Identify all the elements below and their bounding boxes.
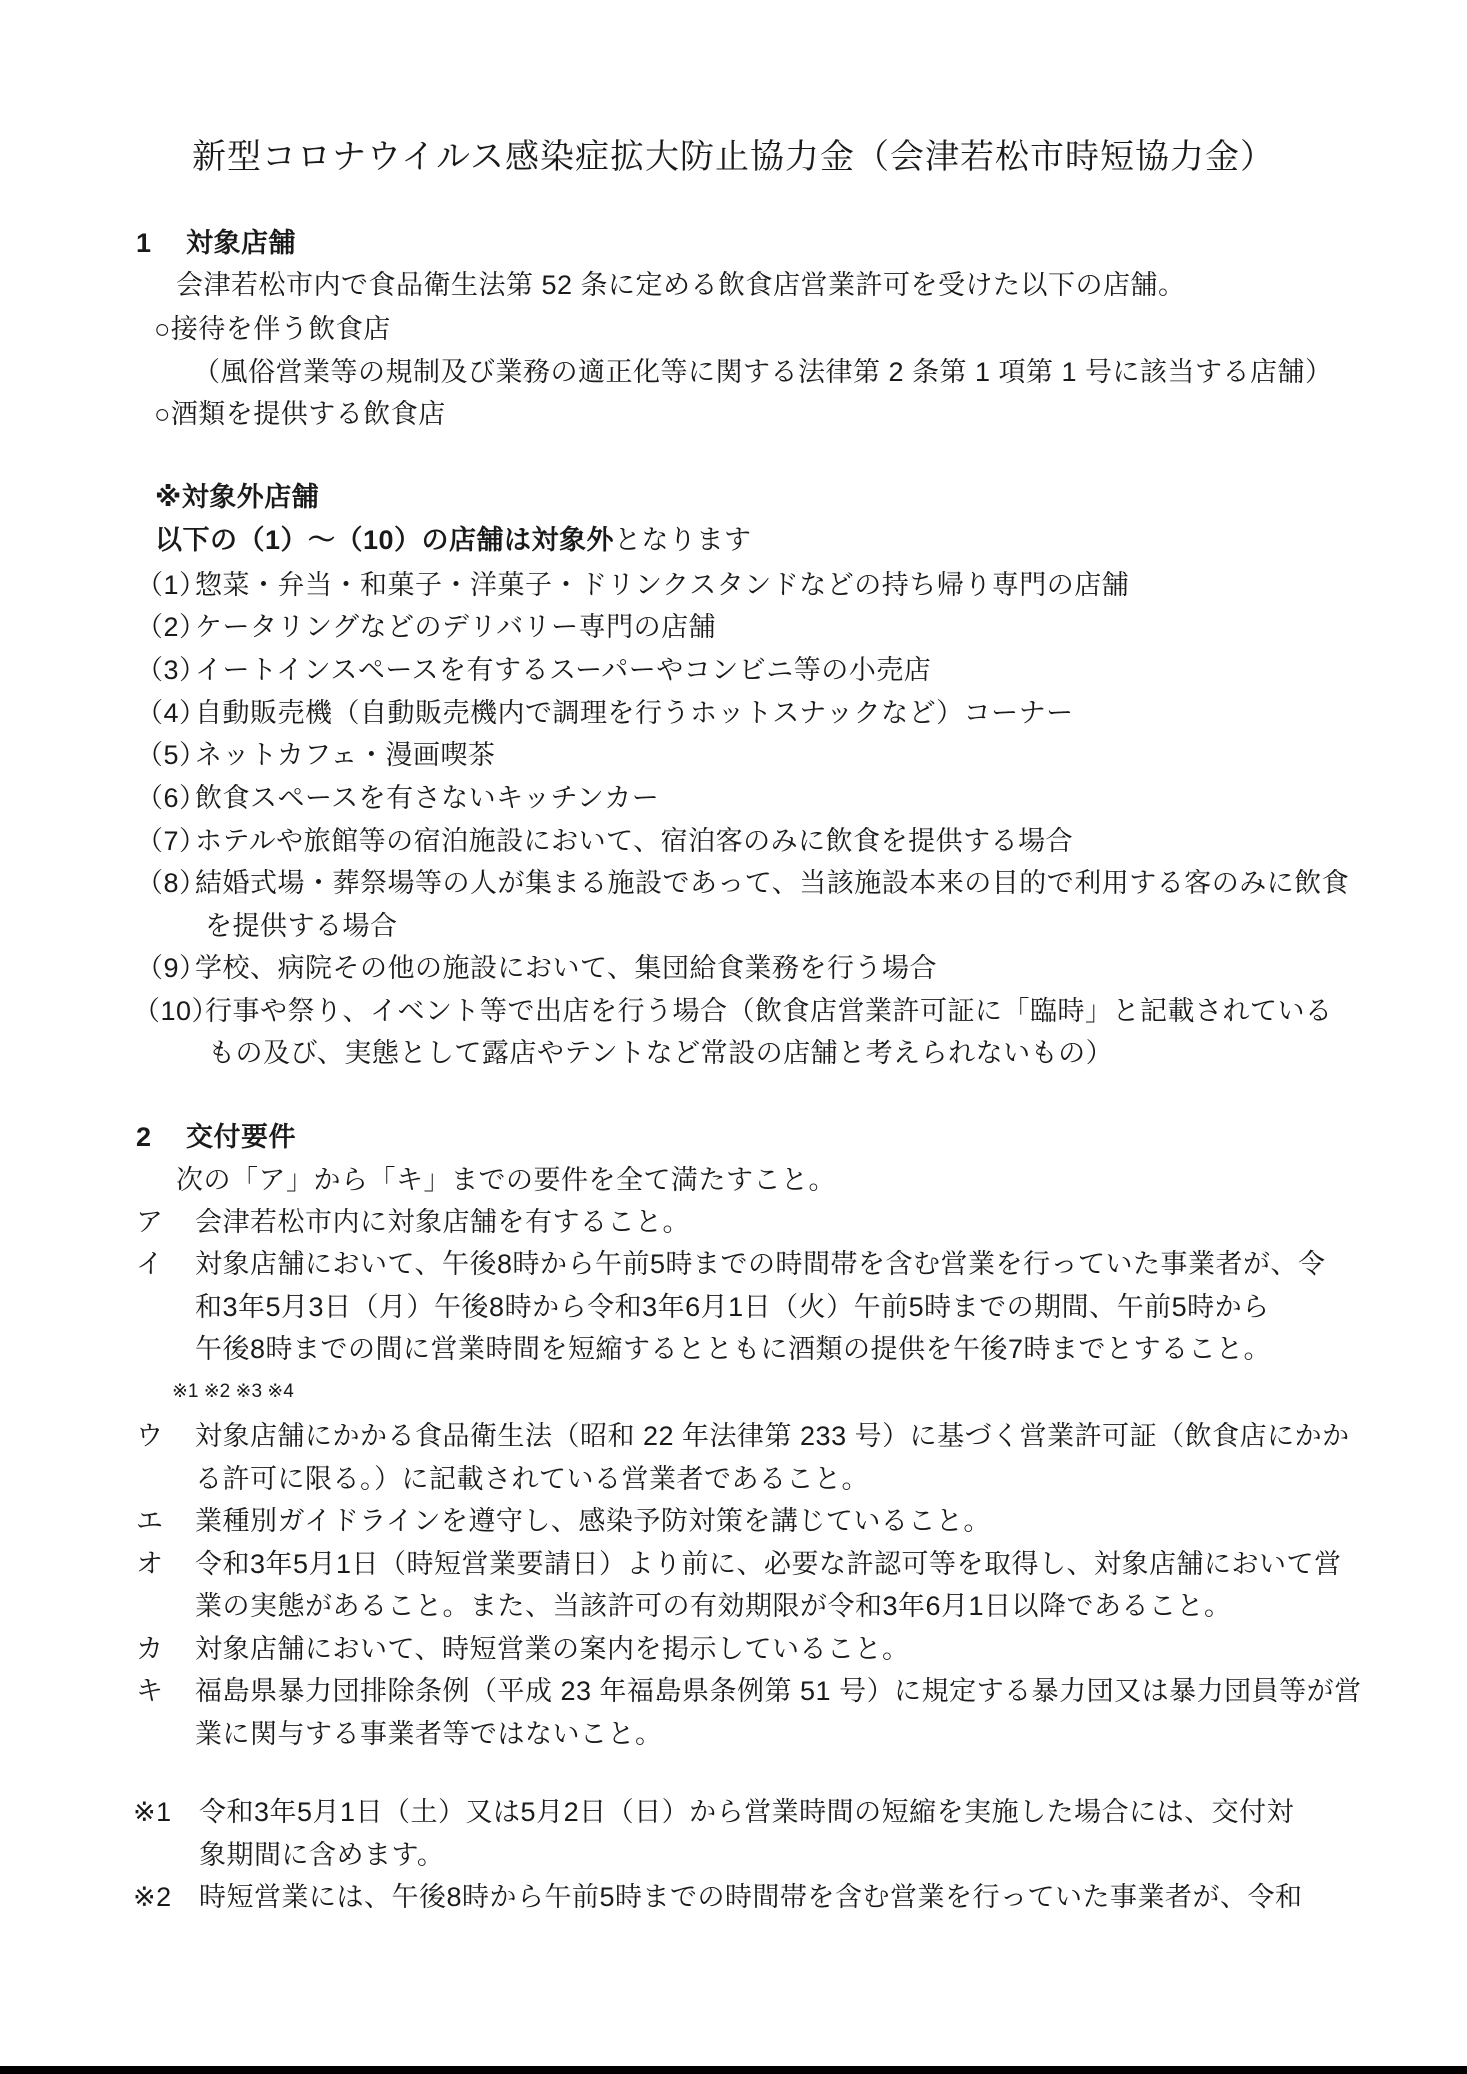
list-item-label: （1） [136, 570, 207, 600]
requirement-text: 業種別ガイドラインを遵守し、感染予防対策を講じていること。 [195, 1506, 991, 1536]
requirement-continuation: 午後8時までの間に営業時間を短縮するとともに酒類の提供を午後7時までとすること。 [195, 1334, 1272, 1364]
requirement-text: 福島県暴力団排除条例（平成 23 年福島県条例第 51 号）に規定する暴力団又は暴力団員等が営 [195, 1676, 1362, 1706]
requirement-text: 令和3年5月1日（時短営業要請日）より前に、必要な許認可等を取得し、対象店舗において営 [195, 1549, 1342, 1579]
excluded-lead-bold: 以下の（1）～（10）の店舗は対象外 [155, 525, 615, 555]
section2-number: 2 [136, 1122, 152, 1152]
bullet-entertainment-note: （風俗営業等の規制及び業務の適正化等に関する法律第 2 条第 1 項第 1 号に該当する店舗） [193, 357, 1333, 387]
footnote-text: 令和3年5月1日（土）又は5月2日（日）から営業時間の短縮を実施した場合には、交付対 [199, 1797, 1295, 1827]
section1-number: 1 [136, 228, 152, 258]
list-item [136, 862, 1349, 905]
requirement-continuation: 業に関与する事業者等ではないこと。 [195, 1719, 663, 1749]
list-item-label: （4） [136, 698, 207, 728]
requirement-text: 会津若松市内に対象店舗を有すること。 [195, 1207, 690, 1237]
list-item [136, 820, 1073, 863]
list-item-label: （5） [136, 740, 207, 770]
requirement-continuation: 業の実態があること。また、当該許可の有効期限が令和3年6月1日以降であること。 [195, 1591, 1232, 1621]
section2-intro: 次の「ア」から「キ」までの要件を全て満たすこと。 [176, 1165, 836, 1195]
list-item-text: 行事や祭り、イベント等で出店を行う場合（飲食店営業許可証に「臨時」と記載されている [205, 996, 1333, 1026]
requirement-label: オ [136, 1549, 164, 1579]
list-item [136, 606, 716, 649]
list-item-label: （9） [136, 953, 207, 983]
requirement-ka [136, 1628, 909, 1671]
footnote-label: ※1 [133, 1797, 172, 1827]
requirement-i [136, 1243, 1326, 1286]
section2-heading [136, 1116, 296, 1159]
list-item-label: （10） [133, 996, 220, 1026]
list-item-label: （6） [136, 783, 207, 813]
requirement-label: ウ [136, 1421, 164, 1451]
list-item [136, 649, 931, 692]
list-item-text: 自動販売機（自動販売機内で調理を行うホットスナックなど）コーナー [195, 698, 1074, 728]
document-title: 新型コロナウイルス感染症拡大防止協力金（会津若松市時短協力金） [192, 138, 1275, 176]
footnote [133, 1876, 1303, 1919]
footnote [133, 1791, 1294, 1834]
list-item-text: 飲食スペースを有さないキッチンカー [195, 783, 660, 813]
requirement-label: エ [136, 1506, 164, 1536]
list-item-text: 学校、病院その他の施設において、集団給食業務を行う場合 [195, 953, 937, 983]
footnote-label: ※2 [133, 1882, 172, 1912]
list-item-text: ホテルや旅館等の宿泊施設において、宿泊客のみに飲食を提供する場合 [195, 826, 1074, 856]
list-item [136, 692, 1074, 735]
requirement-label: ア [136, 1207, 164, 1237]
list-item [136, 564, 1129, 607]
footnote-continuation: 象期間に含めます。 [199, 1840, 445, 1870]
list-item-continuation: もの及び、実態として露店やテントなど常設の店舗と考えられないもの） [208, 1038, 1114, 1068]
requirement-label: キ [136, 1676, 164, 1706]
list-item-text: イートインスペースを有するスーパーやコンビニ等の小売店 [195, 655, 932, 685]
requirement-footnote-refs: ※1 ※2 ※3 ※4 [172, 1381, 294, 1402]
list-item-continuation: を提供する場合 [205, 911, 398, 941]
list-item-label: （7） [136, 826, 207, 856]
list-item-text: 惣菜・弁当・和菓子・洋菓子・ドリンクスタンドなどの持ち帰り専門の店舗 [195, 570, 1130, 600]
list-item-text: 結婚式場・葬祭場等の人が集まる施設であって、当該施設本来の目的で利用する客のみに飲食 [195, 868, 1350, 898]
list-item-text: ネットカフェ・漫画喫茶 [195, 740, 496, 770]
requirement-text: 対象店舗において、午後8時から午前5時までの時間帯を含む営業を行っていた事業者が、令 [195, 1249, 1326, 1279]
requirement-continuation: 和3年5月3日（月）午後8時から令和3年6月1日（火）午前5時までの期間、午前5時から [195, 1292, 1270, 1322]
section1-heading [136, 222, 296, 265]
list-item [136, 734, 495, 777]
requirement-u [136, 1415, 1350, 1458]
section2-heading-text: 交付要件 [186, 1122, 296, 1152]
bullet-alcohol-restaurant: ○酒類を提供する飲食店 [154, 399, 446, 429]
list-item-label: （3） [136, 655, 207, 685]
requirement-a [136, 1201, 690, 1244]
list-item-text: ケータリングなどのデリバリー専門の店舗 [195, 612, 717, 642]
footnote-text: 時短営業には、午後8時から午前5時までの時間帯を含む営業を行っていた事業者が、令和 [199, 1882, 1303, 1912]
section1-intro: 会津若松市内で食品衛生法第 52 条に定める飲食店営業許可を受けた以下の店舗。 [176, 270, 1186, 300]
excluded-heading: ※対象外店舗 [155, 482, 320, 512]
requirement-o [136, 1543, 1342, 1586]
list-item [136, 947, 937, 990]
requirement-continuation: る許可に限る。）に記載されている営業者であること。 [195, 1464, 869, 1494]
requirement-text: 対象店舗において、時短営業の案内を掲示していること。 [195, 1634, 910, 1664]
requirement-label: カ [136, 1634, 164, 1664]
list-item [136, 777, 659, 820]
excluded-lead-tail: となります [614, 525, 752, 555]
requirement-text: 対象店舗にかかる食品衛生法（昭和 22 年法律第 233 号）に基づく営業許可証（飲食店にかか [195, 1421, 1350, 1451]
bullet-entertainment-restaurant: ○接待を伴う飲食店 [154, 314, 391, 344]
requirement-ki [136, 1670, 1362, 1713]
requirement-e [136, 1500, 991, 1543]
bottom-edge-bar [0, 2066, 1467, 2074]
requirement-label: イ [136, 1249, 164, 1279]
list-item-label: （8） [136, 868, 207, 898]
list-item [133, 990, 1333, 1033]
excluded-lead [155, 519, 752, 562]
list-item-label: （2） [136, 612, 207, 642]
section1-heading-text: 対象店舗 [186, 228, 296, 258]
